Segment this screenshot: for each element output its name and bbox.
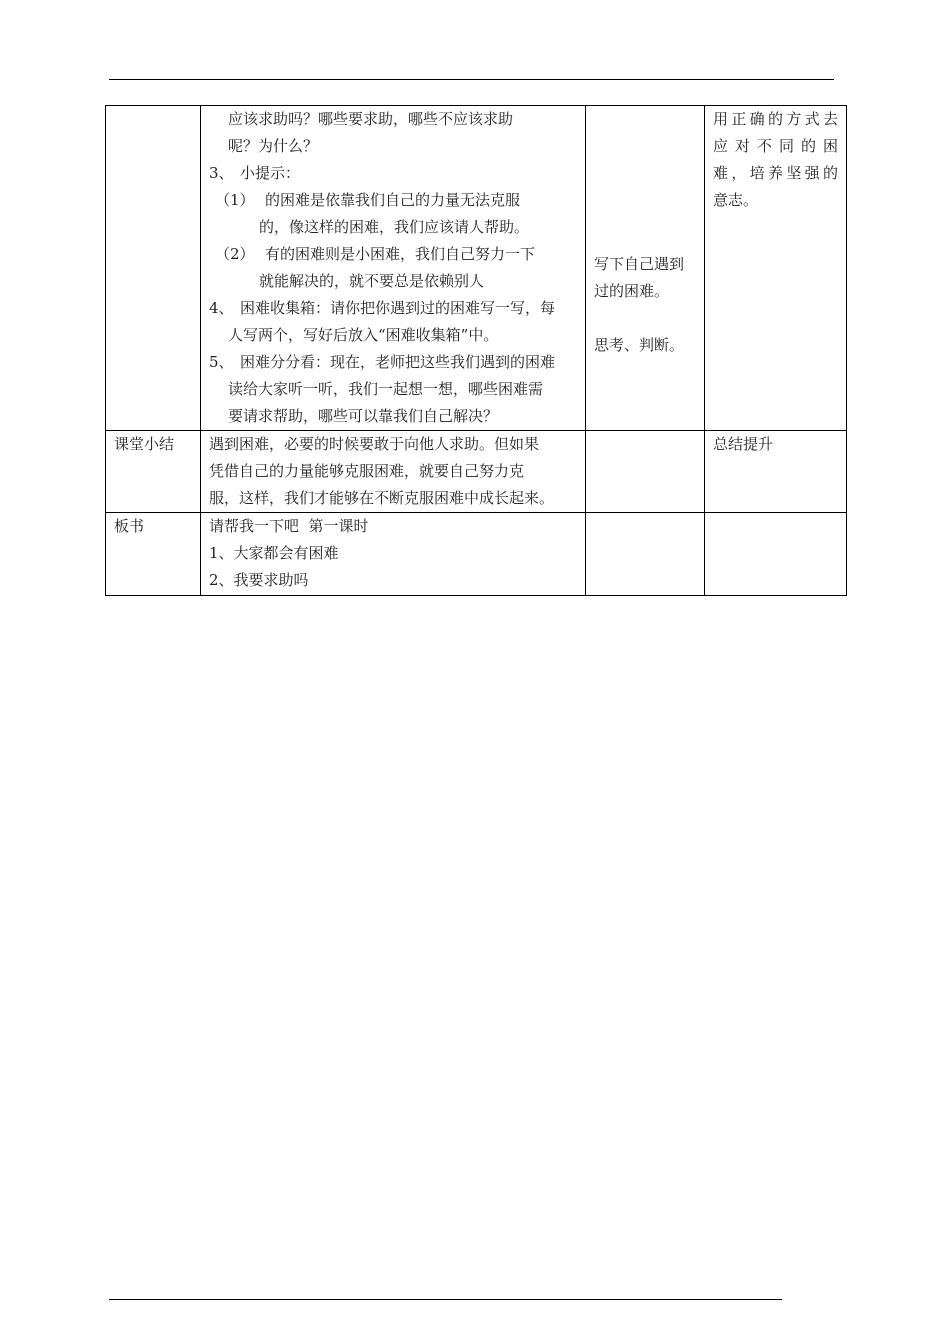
- summary-student-cell: [586, 431, 705, 513]
- content-line: 读给大家听一听，我们一起想一想，哪些困难需: [228, 380, 544, 398]
- sub-item-1: [209, 187, 577, 214]
- list-item-3: [209, 160, 577, 187]
- spacer: [594, 305, 696, 332]
- board-line: 1、大家都会有困难: [209, 544, 339, 562]
- item-number: 3、: [209, 164, 234, 182]
- student-line: 写下自己遇到: [594, 255, 685, 273]
- footer-rule: [109, 1299, 782, 1300]
- summary-intent: 总结提升: [705, 431, 847, 513]
- intent-line: 应对不同的困: [713, 137, 838, 155]
- summary-line: 遇到困难，必要的时候要敢于向他人求助。但如果: [209, 435, 540, 453]
- header-rule: [109, 79, 834, 80]
- content-line: 就能解决的，就不要总是依赖别人: [259, 272, 485, 290]
- lesson-plan-table: [105, 105, 847, 596]
- sub-item-text: 有的困难则是小困难，我们自己努力一下: [265, 245, 536, 263]
- student-line: 思考、判断。: [594, 336, 685, 354]
- activity-row: [106, 106, 847, 431]
- sub-item-number: （2）: [215, 245, 255, 263]
- list-item-4: [209, 295, 577, 322]
- board-student-cell: [586, 513, 705, 596]
- summary-line: 服，这样，我们才能够在不断克服困难中成长起来。: [209, 489, 555, 507]
- design-intent-cell: [705, 106, 847, 431]
- summary-label: 课堂小结: [106, 431, 201, 513]
- summary-row: [106, 431, 847, 513]
- student-line: 过的困难。: [594, 282, 670, 300]
- stage-label-cell: [106, 106, 201, 431]
- content-line: 人写两个，写好后放入“困难收集箱”中。: [228, 326, 499, 344]
- item-text: 困难分分看：现在，老师把这些我们遇到的困难: [240, 353, 556, 371]
- board-label: 板书: [106, 513, 201, 596]
- content-line: 要请求帮助，哪些可以靠我们自己解决？: [228, 407, 499, 425]
- sub-item-2: [209, 241, 577, 268]
- activity-content-cell: [201, 106, 586, 431]
- item-text: 困难收集箱：请你把你遇到过的困难写一写，每: [240, 299, 556, 317]
- intent-line: 意志。: [713, 191, 759, 209]
- board-line: 2、我要求助吗: [209, 571, 309, 589]
- board-content-cell: [201, 513, 586, 596]
- student-activity-cell: [586, 106, 705, 431]
- sub-item-text: 的困难是依靠我们自己的力量无法克服: [265, 191, 521, 209]
- item-number: 4、: [209, 299, 234, 317]
- summary-line: 凭借自己的力量能够克服困难，就要自己努力克: [209, 462, 525, 480]
- board-line: 请帮我一下吧 第一课时: [209, 517, 369, 535]
- content-line: 呢？为什么？: [228, 137, 319, 155]
- content-line: 的，像这样的困难，我们应该请人帮助。: [259, 218, 530, 236]
- item-text: 小提示：: [240, 164, 301, 182]
- summary-content-cell: [201, 431, 586, 513]
- list-item-5: [209, 349, 577, 376]
- item-number: 5、: [209, 353, 234, 371]
- sub-item-number: （1）: [215, 191, 255, 209]
- content-line: 应该求助吗？哪些要求助，哪些不应该求助: [228, 110, 514, 128]
- intent-line: 用正确的方式去: [713, 110, 838, 128]
- intent-line: 难，培养坚强的: [713, 164, 838, 182]
- board-intent-cell: [705, 513, 847, 596]
- board-row: [106, 513, 847, 596]
